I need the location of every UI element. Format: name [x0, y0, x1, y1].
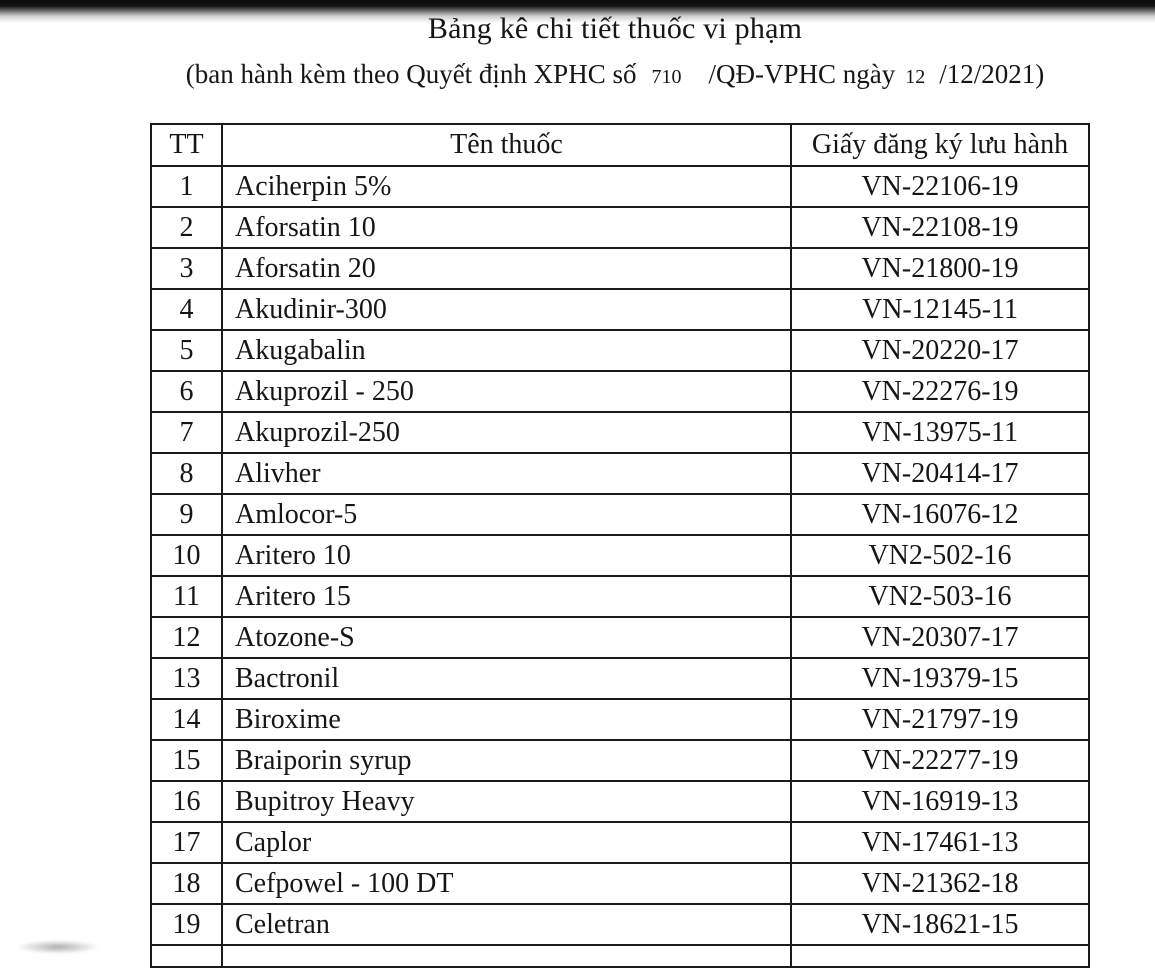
registration-number-cell: VN-16076-12 [791, 494, 1089, 535]
registration-number-cell: VN-22108-19 [791, 207, 1089, 248]
column-header-drug-name: Tên thuốc [222, 124, 791, 166]
drug-violation-table [150, 123, 1090, 968]
drug-name-cell: Cefpowel - 100 DT [222, 863, 791, 904]
drug-name-cell: Akudinir-300 [222, 289, 791, 330]
drug-name-cell [222, 945, 791, 967]
registration-number-cell: VN-17461-13 [791, 822, 1089, 863]
registration-number-cell: VN-20307-17 [791, 617, 1089, 658]
registration-number-cell: VN-21362-18 [791, 863, 1089, 904]
table-row [151, 740, 1089, 781]
row-index-cell: 1 [151, 166, 222, 207]
document-heading [140, 10, 1090, 95]
subtitle-prefix: (ban hành kèm theo Quyết định XPHC số [185, 59, 637, 89]
table-row [151, 289, 1089, 330]
registration-number-cell: VN-12145-11 [791, 289, 1089, 330]
table-row-partial [151, 945, 1089, 967]
row-index-cell [151, 945, 222, 967]
registration-number-cell: VN-16919-13 [791, 781, 1089, 822]
table-row [151, 494, 1089, 535]
drug-name-cell: Celetran [222, 904, 791, 945]
table-row [151, 453, 1089, 494]
page-title: Bảng kê chi tiết thuốc vi phạm [427, 12, 803, 45]
drug-name-cell: Bactronil [222, 658, 791, 699]
table-row [151, 248, 1089, 289]
subtitle-suffix: /12/2021) [939, 59, 1045, 89]
table-row [151, 330, 1089, 371]
drug-name-cell: Aforsatin 10 [222, 207, 791, 248]
registration-number-cell: VN-18621-15 [791, 904, 1089, 945]
registration-number-cell: VN-20414-17 [791, 453, 1089, 494]
table-row [151, 658, 1089, 699]
drug-name-cell: Aciherpin 5% [222, 166, 791, 207]
row-index-cell: 4 [151, 289, 222, 330]
drug-name-cell: Akugabalin [222, 330, 791, 371]
registration-number-cell: VN-21797-19 [791, 699, 1089, 740]
row-index-cell: 14 [151, 699, 222, 740]
row-index-cell: 12 [151, 617, 222, 658]
row-index-cell: 13 [151, 658, 222, 699]
table-row [151, 412, 1089, 453]
decision-day: 12 [905, 66, 926, 88]
drug-name-cell: Aritero 15 [222, 576, 791, 617]
table-row [151, 576, 1089, 617]
row-index-cell: 5 [151, 330, 222, 371]
registration-number-cell: VN-22277-19 [791, 740, 1089, 781]
row-index-cell: 16 [151, 781, 222, 822]
registration-number-cell: VN-22276-19 [791, 371, 1089, 412]
table-row [151, 904, 1089, 945]
registration-number-cell: VN-21800-19 [791, 248, 1089, 289]
registration-number-cell: VN-19379-15 [791, 658, 1089, 699]
registration-number-cell: VN-20220-17 [791, 330, 1089, 371]
drug-name-cell: Alivher [222, 453, 791, 494]
row-index-cell: 8 [151, 453, 222, 494]
table-row [151, 781, 1089, 822]
table-row [151, 371, 1089, 412]
decision-number: 710 [651, 66, 682, 88]
drug-name-cell: Akuprozil-250 [222, 412, 791, 453]
drug-name-cell: Atozone-S [222, 617, 791, 658]
drug-name-cell: Biroxime [222, 699, 791, 740]
table-row [151, 617, 1089, 658]
row-index-cell: 15 [151, 740, 222, 781]
drug-name-cell: Aritero 10 [222, 535, 791, 576]
table-row [151, 863, 1089, 904]
column-header-registration: Giấy đăng ký lưu hành [791, 124, 1089, 166]
table-row [151, 535, 1089, 576]
registration-number-cell: VN2-503-16 [791, 576, 1089, 617]
row-index-cell: 17 [151, 822, 222, 863]
drug-name-cell: Akuprozil - 250 [222, 371, 791, 412]
drug-name-cell: Bupitroy Heavy [222, 781, 791, 822]
row-index-cell: 11 [151, 576, 222, 617]
row-index-cell: 18 [151, 863, 222, 904]
column-header-tt: TT [151, 124, 222, 166]
registration-number-cell: VN2-502-16 [791, 535, 1089, 576]
row-index-cell: 7 [151, 412, 222, 453]
table-row [151, 822, 1089, 863]
row-index-cell: 19 [151, 904, 222, 945]
row-index-cell: 2 [151, 207, 222, 248]
drug-name-cell: Aforsatin 20 [222, 248, 791, 289]
subtitle-middle: /QĐ-VPHC ngày [708, 59, 896, 89]
registration-number-cell [791, 945, 1089, 967]
registration-number-cell: VN-22106-19 [791, 166, 1089, 207]
row-index-cell: 3 [151, 248, 222, 289]
row-index-cell: 6 [151, 371, 222, 412]
table-row [151, 207, 1089, 248]
page-subtitle [140, 56, 1090, 95]
table-row [151, 699, 1089, 740]
table-header-row [151, 124, 1089, 166]
drug-name-cell: Amlocor-5 [222, 494, 791, 535]
registration-number-cell: VN-13975-11 [791, 412, 1089, 453]
drug-name-cell: Braiporin syrup [222, 740, 791, 781]
row-index-cell: 9 [151, 494, 222, 535]
table-row [151, 166, 1089, 207]
row-index-cell: 10 [151, 535, 222, 576]
drug-name-cell: Caplor [222, 822, 791, 863]
